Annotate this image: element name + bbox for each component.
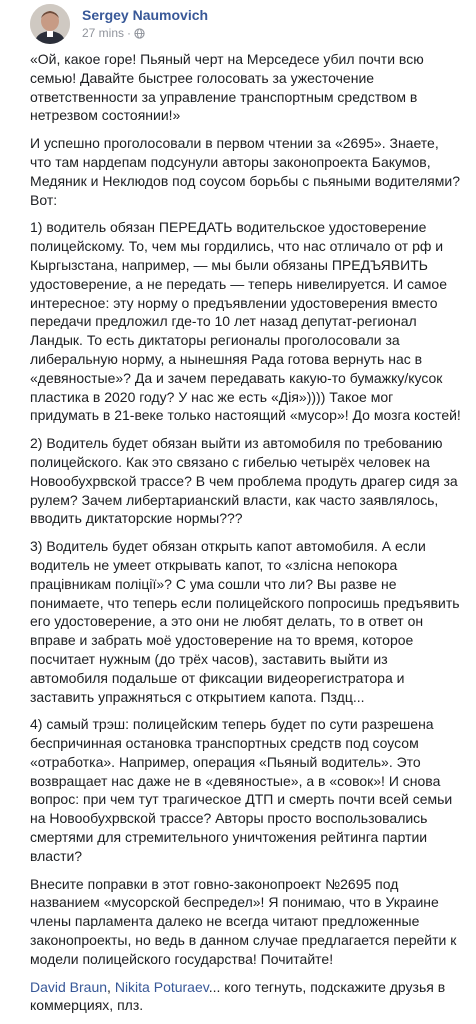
post-header	[82, 6, 462, 40]
post-paragraph: 4) самый трэш: полицейским теперь будет по сути разрешена беспричинная остановка транспортных средств под соусом «отработка». Например, операция «Пьяный водитель». Это возвращает нас даже не в «девяностые», а в «совок»! И снова вопрос: при чем тут трагическое ДТП и смерть почти всей семьи на Новообухрвской трассе? Авторы просто воспользовались смертями для стремительного уничтожения рейтинга партии власти?	[30, 716, 453, 864]
mention-link[interactable]: Nikita Poturaev	[114, 978, 209, 995]
avatar-photo	[30, 4, 70, 44]
post-paragraph: 1) водитель обязан ПЕРЕДАТЬ водительское удостоверение полицейскому. То, чем мы гордились, что нас отличало от рф и Кыргызстана, например, — мы были обязаны ПРЕДЪЯВИТЬ удостоверение, а не передать — теперь нивелируется. И самое интересное: эту норму о предъявлении удостоверения вместо передачи предложил где-то 10 лет назад депутат-регионал Ландык. То есть диктаторы регионалы проголосовали за либеральную норму, а нынешняя Рада готова вернуть нас в «девяностые»? Да и зачем передавать какую-то бумажку/кусок пластика в 2020 году? У нас же есть «Дія»)))) Такое мог придумать в 21-веке только настоящий «мусор»! До мозга костей!	[30, 219, 461, 424]
post-paragraph: И успешно проголосовали в первом чтении за «2695». Знаете, что там нардепам подсунули авторы законопроекта Бакумов, Медяник и Неклюдов под соусом борьбы с пьяными водителями? Вот:	[30, 135, 460, 208]
post-body	[30, 50, 462, 1024]
post-paragraph: 2) Водитель будет обязан выйти из автомобиля по требованию полицейского. Как это связано с гибелью четырёх человек на Новообухрвской трассе? В чем проблема продуть драгер сидя за рулем? Зачем либертарианский власти, как часто заявлялось, вводить диктаторские нормы???	[30, 435, 458, 527]
mention-text: ... кого тегнуть, подскажите друзья в коммерциях, плз.	[30, 978, 446, 1014]
post-paragraph: Внесите поправки в этот говно-законопроект №2695 под названием «мусорской беспредел»! Я понимаю, что в Украине члены парламента далеко не всегда читают предложенные законопроекты, но ведь в данном случае предлагается перейти к модели полицейского государства! Почитайте!	[30, 875, 457, 967]
post-meta	[82, 26, 462, 40]
post-paragraph: «Ой, какое горе! Пьяный черт на Мерседесе убил почти всю семью! Давайте быстрее голосовать за ужесточение ответственности за управление транспортным средством в нетрезвом состоянии!»	[30, 51, 424, 124]
author-name[interactable]: Sergey Naumovich	[82, 7, 209, 23]
mention-separator: ,	[107, 978, 115, 995]
post-time[interactable]: 27 mins	[82, 26, 125, 40]
post-paragraph: 3) Водитель будет обязан открыть капот автомобиля. А если водитель не умеет открывать капот, то «злісна непокора працівникам поліції»? С ума сошли что ли? Вы разве не понимаете, что теперь если полицейского попросишь предъявить его удостоверение, а это они не любят делать, то в ответ он вправе и забрать моё удостоверение на то время, которое посчитает нужным (до трёх часов), заставить выйти из автомобиля подальше от фиксации видеорегистратора и заставить упражняться с открытием капота. Пздц...	[30, 538, 460, 705]
meta-separator: ·	[127, 26, 132, 40]
avatar[interactable]	[30, 4, 70, 44]
mention-link[interactable]: David Braun	[30, 978, 108, 995]
globe-icon[interactable]	[134, 28, 145, 39]
post-paragraph-mentions	[30, 978, 462, 1016]
